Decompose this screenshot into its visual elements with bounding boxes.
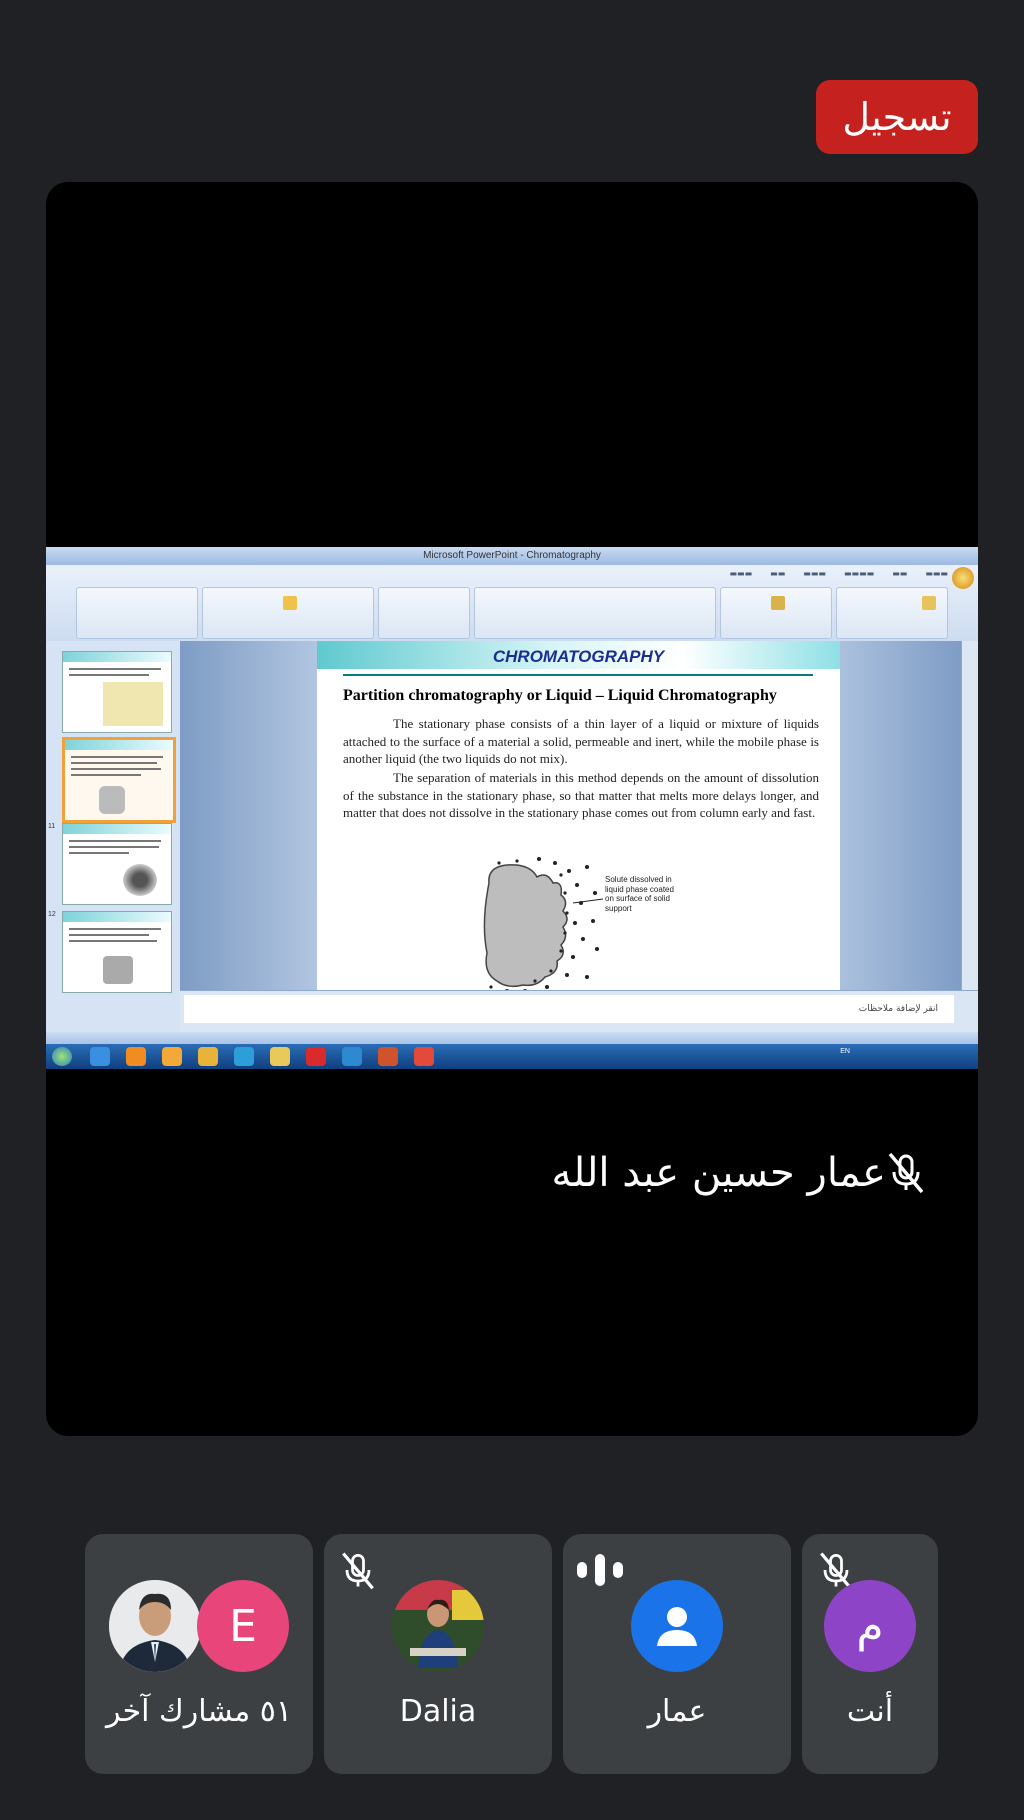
slide-thumbnail[interactable] [62, 823, 172, 905]
ribbon-group [720, 587, 832, 639]
person-icon [651, 1600, 703, 1652]
participant-name: عمار [647, 1694, 707, 1729]
new-slide-icon [771, 596, 785, 610]
participant-initial-avatar [824, 1580, 916, 1672]
shapes-icon [283, 596, 297, 610]
participant-default-avatar [631, 1580, 723, 1672]
slides-thumbnail-pane [46, 641, 181, 1032]
slide-editing-area [180, 641, 962, 990]
slide-thumbnail-selected[interactable] [62, 737, 176, 823]
chromatography-particle-figure [477, 853, 667, 990]
participant-tile-others[interactable] [85, 1534, 313, 1774]
slide-number: 12 [48, 911, 56, 918]
child-photo-icon [392, 1580, 484, 1672]
main-video-tile[interactable] [46, 182, 978, 1436]
shared-screen [46, 547, 978, 1069]
chrome-2-icon[interactable] [414, 1047, 434, 1066]
powerpoint-icon[interactable] [378, 1047, 398, 1066]
participant-photo-avatar [109, 1580, 201, 1672]
notes-input[interactable]: انقر لإضافة ملاحظات [184, 995, 954, 1023]
office-button-icon [952, 567, 974, 589]
slide-thumbnail[interactable] [62, 651, 172, 733]
ribbon-tab: ▬▬▬▬ [843, 569, 875, 578]
ribbon-tab: ▬▬▬ [729, 569, 753, 578]
recording-badge[interactable] [816, 80, 978, 154]
avatar-initial: E [229, 1600, 257, 1652]
media-player-icon[interactable] [162, 1047, 182, 1066]
skype-icon[interactable] [342, 1047, 362, 1066]
slide-header-title: CHROMATOGRAPHY [492, 647, 665, 666]
participant-tile-dalia[interactable] [324, 1534, 552, 1774]
ribbon-group [202, 587, 374, 639]
paste-icon [922, 596, 936, 610]
ribbon-group [474, 587, 716, 639]
participant-name: Dalia [399, 1694, 477, 1729]
start-button-icon[interactable] [52, 1047, 72, 1066]
ribbon-group [76, 587, 198, 639]
notes-pane [180, 990, 978, 1033]
slide-number: 11 [48, 823, 56, 830]
slide-paragraph-2: The separation of materials in this method depends on the amount of dissolution of the substance in the stationary phase, so that matter that melts more delays longer, and matter that does not dissolve in the stationary phase comes out from column early and fast. [343, 770, 819, 820]
mic-off-icon [882, 1148, 930, 1196]
edge-icon[interactable] [234, 1047, 254, 1066]
ppt-status-bar [46, 1032, 978, 1044]
audio-level-icon [575, 1552, 627, 1588]
avatar-initial: م [856, 1600, 884, 1652]
ribbon-group [836, 587, 948, 639]
slide-thumbnail[interactable] [62, 911, 172, 993]
man-portrait-icon [109, 1580, 201, 1672]
opera-icon[interactable] [306, 1047, 326, 1066]
slide-heading: Partition chromatography or Liquid – Liquid Chromatography [343, 687, 777, 704]
mic-off-icon [336, 1548, 380, 1592]
others-count-label: ٥١ مشارك آخر [106, 1694, 292, 1729]
figure-caption: Solute dissolved in liquid phase coated on surface of solid support [605, 875, 674, 913]
participant-tile-you[interactable] [802, 1534, 938, 1774]
participant-photo-avatar [392, 1580, 484, 1672]
windows-taskbar [46, 1044, 978, 1069]
ribbon-group [378, 587, 470, 639]
ribbon-tab: ▬▬▬ [803, 569, 826, 578]
ppt-ribbon [46, 565, 978, 642]
ppt-window-title: Microsoft PowerPoint - Chromatography [46, 547, 978, 565]
firefox-icon[interactable] [126, 1047, 146, 1066]
slide-paragraph-1: The stationary phase consists of a thin layer of a liquid or mixture of liquids attached to the surface of a material a solid, permeable and inert, while the mobile phase is another liquid (the two liquids do not mix). [343, 716, 819, 766]
current-slide [317, 641, 840, 990]
ribbon-tab: ▬▬▬ [925, 569, 948, 578]
ribbon-tab: ▬▬ [770, 569, 786, 578]
participant-name: أنت [846, 1694, 894, 1729]
slide-divider [343, 674, 813, 676]
recording-label: تسجيل [842, 95, 952, 139]
folder-icon[interactable] [270, 1047, 290, 1066]
speaker-name: عمار حسين عبد الله [551, 1150, 886, 1196]
ribbon-tab: ▬▬ [892, 569, 908, 578]
ie-icon[interactable] [90, 1047, 110, 1066]
participant-tile-ammar[interactable] [563, 1534, 791, 1774]
taskbar-language: EN [840, 1048, 850, 1055]
ribbon-tabs [729, 569, 948, 578]
vertical-scrollbar[interactable] [961, 641, 978, 990]
participant-initial-avatar [197, 1580, 289, 1672]
chrome-icon[interactable] [198, 1047, 218, 1066]
